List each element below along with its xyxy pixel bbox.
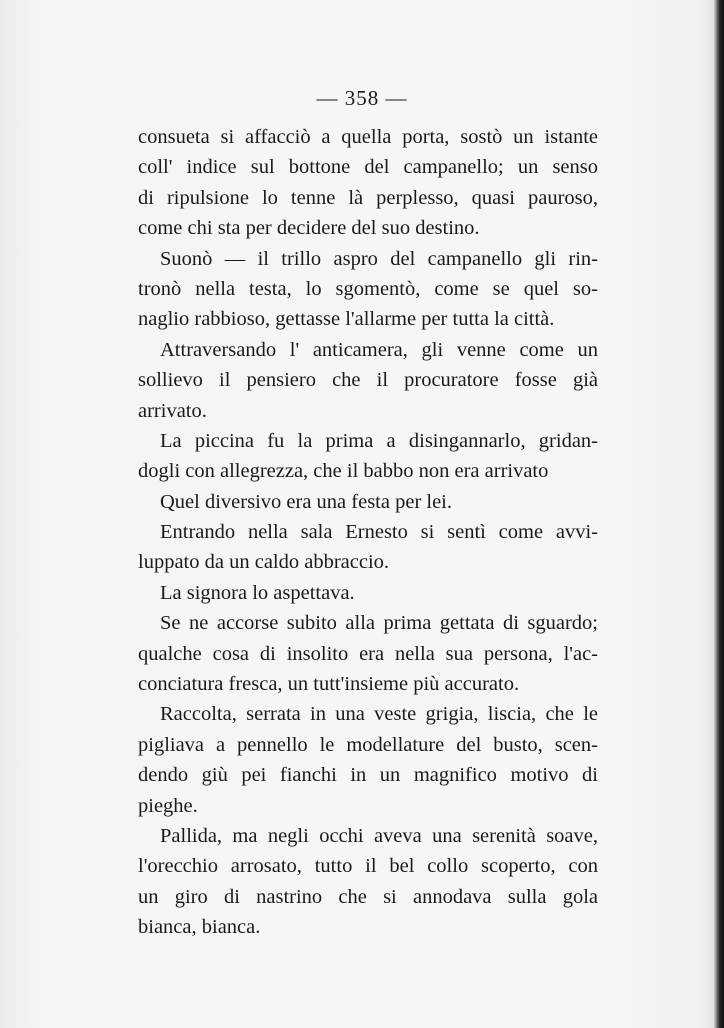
text-line: qualche cosa di insolito era nella sua persona, l'ac-	[138, 642, 598, 665]
text-line: Pallida, ma negli occhi aveva una serenità soave,	[160, 824, 598, 847]
text-line: sollievo il pensiero che il procuratore fosse già	[138, 369, 598, 392]
text-line: Raccolta, serrata in una veste grigia, liscia, che le	[160, 703, 598, 726]
text-line: un giro di nastrino che si annodava sulla gola	[138, 885, 598, 908]
text-line: come chi sta per decidere del suo destino.	[138, 217, 480, 240]
text-line: Entrando nella sala Ernesto si sentì come avvi-	[160, 521, 598, 544]
body-text	[138, 122, 598, 943]
text-line: pieghe.	[138, 794, 198, 817]
text-line: l'orecchio arrosato, tutto il bel collo scoperto, con	[138, 855, 598, 878]
text-line: consueta si affacciò a quella porta, sostò un istante	[138, 126, 598, 148]
page-number: — 358 —	[316, 86, 408, 110]
text-line: Quel diversivo era una festa per lei.	[160, 490, 453, 513]
text-line: luppato da un caldo abbraccio.	[138, 551, 390, 574]
text-line: conciatura fresca, un tutt'insieme più accurato.	[138, 673, 520, 696]
text-line: La signora lo aspettava.	[160, 581, 355, 604]
text-line: Suonò — il trillo aspro del campanello gli rin-	[160, 247, 598, 270]
text-line: La piccina fu la prima a disingannarlo, gridan-	[160, 429, 598, 452]
text-line: Se ne accorse subito alla prima gettata di sguardo;	[160, 612, 598, 635]
text-line: Attraversando l' anticamera, gli venne come un	[160, 338, 598, 361]
text-line: coll' indice sul bottone del campanello; un senso	[138, 156, 598, 179]
text-line: tronò nella testa, lo sgomentò, come se quel so-	[138, 277, 598, 300]
text-line: di ripulsione lo tenne là perplesso, quasi pauroso,	[138, 186, 598, 209]
text-line: dendo giù pei fianchi in un magnifico motivo di	[138, 764, 598, 787]
text-line: naglio rabbioso, gettasse l'allarme per tutta la città.	[138, 308, 555, 331]
text-line: bianca, bianca.	[138, 916, 261, 939]
text-line: arrivato.	[138, 399, 207, 422]
text-line: dogli con allegrezza, che il babbo non era arrivato	[138, 460, 549, 483]
text-line: pigliava a pennello le modellature del busto, scen-	[138, 733, 598, 756]
page-binding-edge	[714, 0, 724, 1028]
